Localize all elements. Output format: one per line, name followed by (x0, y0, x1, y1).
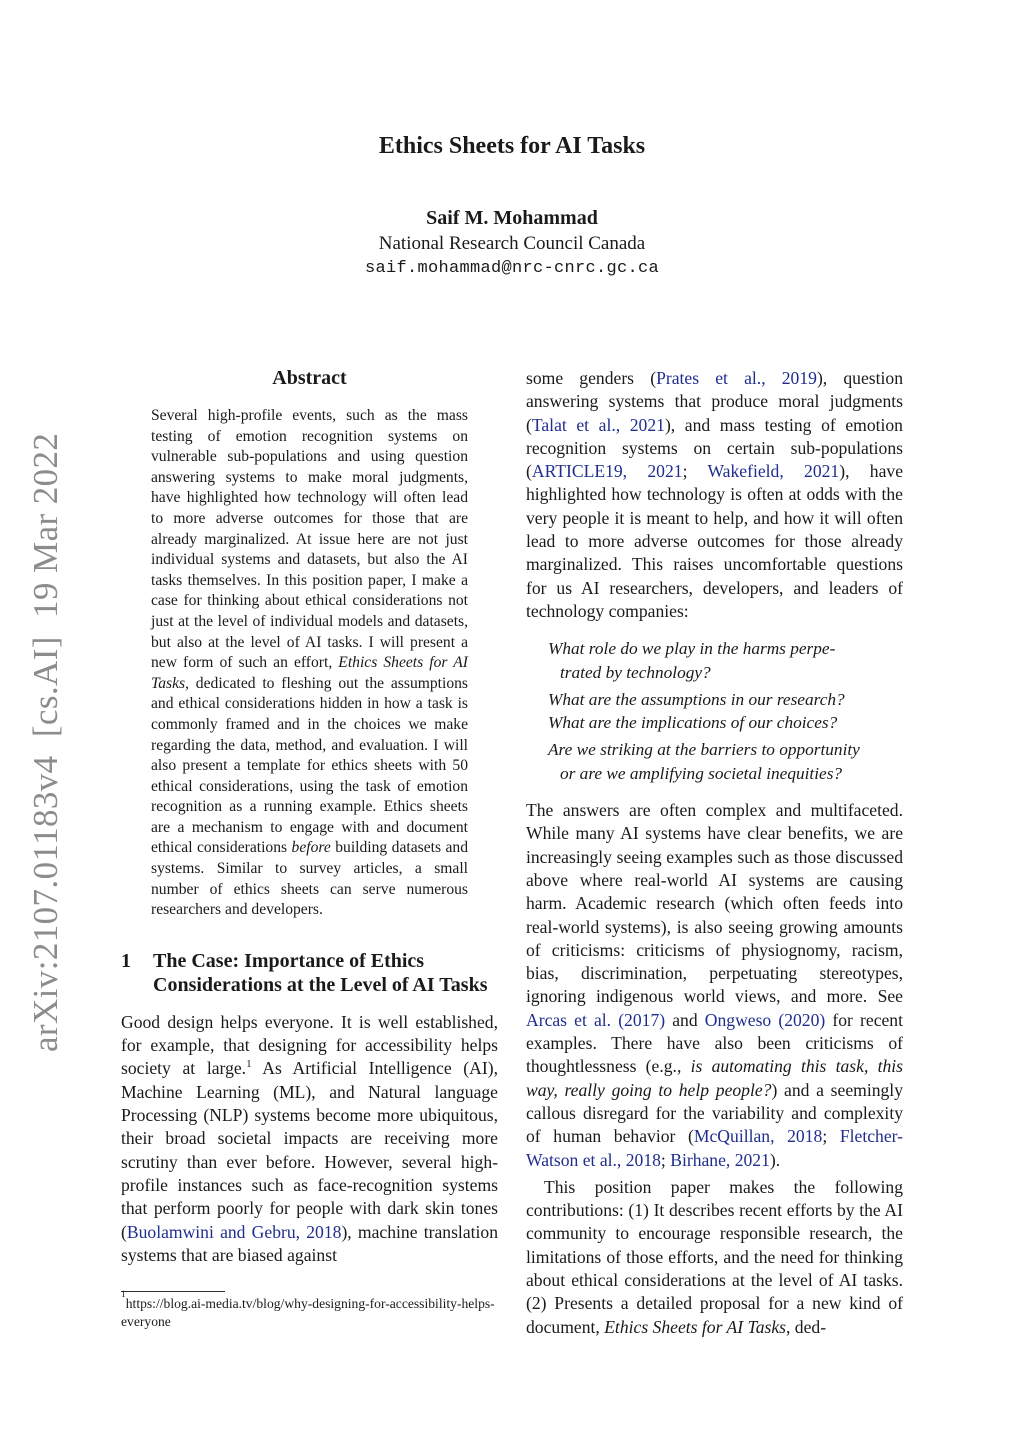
right-paragraph-2: The answers are often complex and multifaceted. While many AI systems have clear benefits, we are increasingly seeing examples such as those discussed above where real-world AI systems are causing harm. Academic research (which often feeds into real-world systems), is also seeing growing amounts of criticisms: criticisms of physiognomy, racism, bias, discrimination, perpetuating stereotypes, ignoring indigenous world views, and more. See Arcas et al. (2017) and Ongweso (2020) for recent examples. There have also been criticisms of thoughtlessness (e.g., is automating this task, this way, really going to help people?) and a seemingly callous disregard for the variability and complexity of human behavior (McQuillan, 2018; Fletcher-Watson et al., 2018; Birhane, 2021). (526, 800, 903, 1170)
arxiv-side-stamp: arXiv:2107.01183v4 [cs.AI] 19 Mar 2022 (26, 432, 65, 1052)
question-item: What role do we play in the harms perpe- trated by technology? (548, 639, 836, 682)
abstract-emphasis-before: before (291, 839, 331, 857)
abstract-text: Several high-profile events, such as the mass testing of emotion recognition systems on vulnerable sub-populations and using question answering systems to make moral judgments, have highlighted how technology will often lead to more adverse outcomes for those that are already marginalized. At issue here are not just individual systems and datasets, but also the AI tasks themselves. In this position paper, I make a case for thinking about ethical considerations not just at the level of individual models and datasets, but also at the level of AI tasks. I will present a new form of such an effort, Ethics Sheets for AI Tasks, dedicated to fleshing out the assumptions and ethical considerations hidden in how a task is commonly framed and in the choices we make regarding the data, method, and evaluation. I will also present a template for ethics sheets with 50 ethical considerations, using the task of emotion recognition as a running example. Ethics sheets are a mechanism to engage with and document ethical considerations before building datasets and systems. Similar to survey articles, a small number of ethics sheets can serve numerous researchers and developers. (151, 407, 468, 919)
footnote-mark: 1 (121, 1290, 126, 1300)
footnote (121, 1290, 498, 1331)
citation-link[interactable]: ARTICLE19, 2021 (531, 461, 683, 482)
author-name: Saif M. Mohammad (426, 207, 598, 229)
section-1-paragraph: Good design helps everyone. It is well established, for example, that designing for accessibility helps society at large.$^1$ As Artificial Intelligence (AI), Machine Learning (ML), and Natural language Processing (NLP) systems become more ubiquitous, their broad societal impacts are receiving more scrutiny than ever before. However, several high-profile instances such as face-recognition systems that perform poorly for people with dark skin tones (Buolamwini and Gebru, 2018), machine translation systems that are biased against (121, 1011, 498, 1265)
citation-link[interactable]: Prates et al., 2019 (656, 368, 817, 388)
citation-link[interactable]: Arcas et al. (2017) (526, 1009, 666, 1030)
question-item: Are we striking at the barriers to opportunity or are we amplifying societal inequities? (548, 740, 860, 783)
author-affiliation: National Research Council Canada (378, 233, 646, 254)
emphasized-question: is automating this task, this way, really going to help people? (526, 1056, 903, 1100)
citation-link[interactable]: Buolamwini and Gebru, 2018 (126, 1221, 342, 1242)
section-number: 1 (121, 949, 131, 972)
question-block (548, 637, 903, 785)
right-paragraph-1: some genders (Prates et al., 2019), question answering systems that produce moral judgments (Talat et al., 2021), and mass testing of emotion recognition systems on certain sub-populations (ARTICLE19, 2021; Wakefield, 2021), have highlighted how technology is often at odds with the very people it is meant to help, and how it will often lead to more adverse outcomes for those already marginalized. This raises uncomfortable questions for us AI researchers, developers, and leaders of technology companies: (526, 368, 904, 621)
section-title: The Case: Importance of Ethics Considerations at the Level of AI Tasks (153, 949, 488, 996)
footnote-url[interactable]: https://blog.ai-media.tv/blog/why-designing-for-accessibility-helps-everyone (121, 1296, 495, 1329)
abstract-heading: Abstract (272, 367, 347, 389)
citation-link[interactable]: Ongweso (2020) (704, 1009, 826, 1030)
footnote-reference[interactable]: 1 (246, 1058, 252, 1071)
citation-link[interactable]: Fletcher-Watson et al., 2018 (526, 1126, 903, 1170)
right-column (526, 367, 903, 1339)
citation-link[interactable]: Birhane, 2021 (670, 1149, 770, 1170)
section-1-heading (121, 949, 498, 997)
right-paragraph-3: This position paper makes the following contributions: (1) It describes recent efforts by the AI community to encourage responsible research, the limitations of those efforts, and the need for thinking about ethical considerations at the level of AI tasks. (2) Presents a detailed proposal for a new kind of document, Ethics Sheets for AI Tasks, ded- (526, 1176, 903, 1337)
abstract-emphasis-ethics-sheets: Ethics Sheets for AI Tasks (151, 654, 468, 692)
citation-link[interactable]: Wakefield, 2021 (707, 461, 840, 482)
paper-title: Ethics Sheets for AI Tasks (378, 133, 646, 159)
author-block (0, 206, 1024, 282)
footnote-divider (121, 1291, 225, 1292)
citation-link[interactable]: McQuillan, 2018 (693, 1126, 823, 1147)
emphasis-ethics-sheets: Ethics Sheets for AI Tasks (604, 1316, 786, 1337)
question-item: What are the assumptions in our research? What are the implications of our choices? (548, 689, 845, 733)
left-column (121, 364, 498, 1267)
author-email: saif.mohammad@nrc-cnrc.gc.ca (364, 259, 660, 278)
citation-link[interactable]: Talat et al., 2021 (531, 414, 665, 435)
